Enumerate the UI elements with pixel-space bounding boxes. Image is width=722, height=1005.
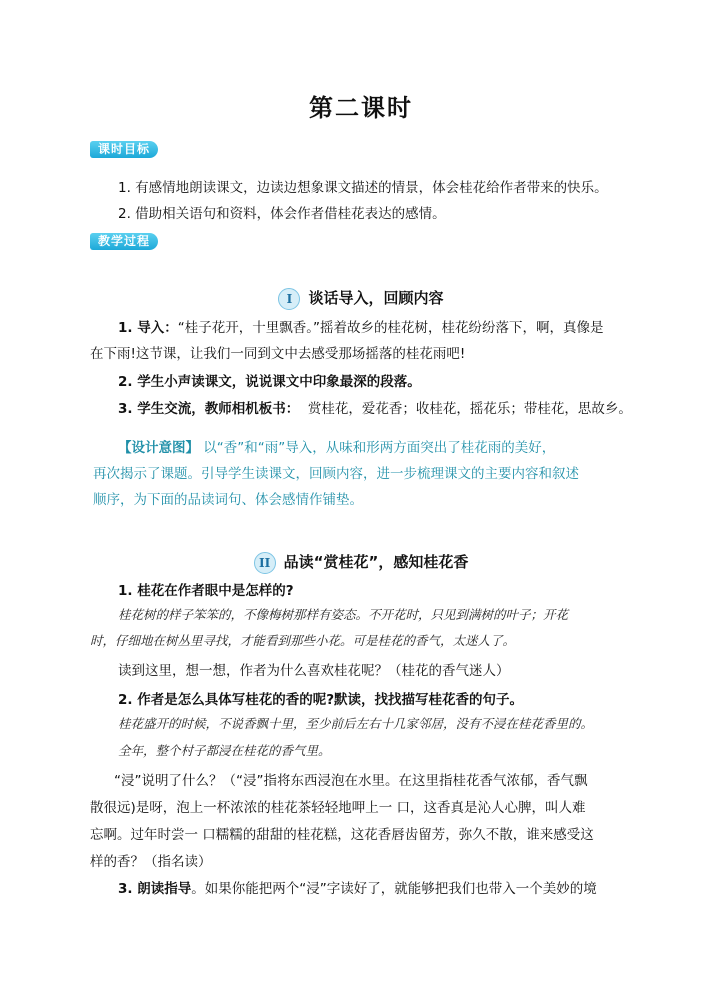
quote-1-line-1: 桂花树的样子笨笨的，不像梅树那样有姿态。不开花时，只见到满树的叶子；开花 bbox=[118, 607, 569, 622]
process-tag: 教学过程 bbox=[90, 233, 158, 250]
explain-line-4: 样的香？（指名读） bbox=[90, 854, 212, 870]
step-3-reading: 3. 朗读指导。如果你能把两个“浸”字读好了，就能够把我们也带入一个美妙的境 bbox=[118, 881, 597, 897]
section-2-title: 品读“赏桂花”，感知桂花香 bbox=[283, 553, 469, 571]
explain-line-3: 忘啊。过年时尝一 口糯糯的甜甜的桂花糕，这花香唇齿留芳，弥久不散，谁来感受这 bbox=[90, 827, 594, 843]
design-intent-line-3: 顺序，为下面的品读词句、体会感情作铺垫。 bbox=[93, 492, 363, 508]
intro-line-1: 1. 导入：“桂子花开，十里飘香。”摇着故乡的桂花树，桂花纷纷落下，啊，真像是 bbox=[118, 320, 604, 336]
section-1-title: 谈话导入，回顾内容 bbox=[308, 289, 444, 307]
objectives-tag: 课时目标 bbox=[90, 141, 158, 158]
design-intent-line-2: 再次揭示了课题。引导学生读课文，回顾内容，进一步梳理课文的主要内容和叙述 bbox=[93, 466, 579, 482]
question-1: 1. 桂花在作者眼中是怎样的? bbox=[118, 583, 294, 599]
section-2-heading bbox=[0, 551, 722, 574]
section-number-badge: I bbox=[278, 288, 300, 310]
question-2: 2. 作者是怎么具体写桂花的香的呢?默读，找找描写桂花香的句子。 bbox=[118, 692, 524, 708]
goal-2: 2. 借助相关语句和资料，体会作者借桂花表达的感情。 bbox=[118, 206, 446, 222]
quote-1-line-2: 时，仔细地在树丛里寻找，才能看到那些小花。可是桂花的香气，太迷人了。 bbox=[90, 633, 516, 648]
section-number-badge: II bbox=[254, 552, 276, 574]
step-3: 3. 学生交流，教师相机板书： 赏桂花，爱花香；收桂花，摇花乐；带桂花，思故乡。 bbox=[118, 401, 632, 417]
page-title: 第二课时 bbox=[309, 93, 413, 122]
section-1-heading bbox=[0, 287, 722, 310]
goal-1: 1. 有感情地朗读课文，边读边想象课文描述的情景，体会桂花给作者带来的快乐。 bbox=[118, 180, 608, 196]
design-intent-line-1: 【设计意图】 以“香”和“雨”导入，从味和形两方面突出了桂花雨的美好， bbox=[118, 440, 556, 456]
explain-line-2: 散很远)是呀，泡上一杯浓浓的桂花茶轻轻地呷上一 口，这香真是沁人心脾，叫人难 bbox=[90, 800, 586, 816]
reading-prompt: 读到这里，想一想，作者为什么喜欢桂花呢？（桂花的香气迷人） bbox=[118, 663, 510, 679]
quote-2-line-2: 全年，整个村子都浸在桂花的香气里。 bbox=[118, 743, 331, 758]
step-2: 2. 学生小声读课文，说说课文中印象最深的段落。 bbox=[118, 374, 421, 390]
explain-line-1: “浸”说明了什么？（“浸”指将东西浸泡在水里。在这里指桂花香气浓郁，香气飘 bbox=[114, 773, 588, 789]
intro-line-2: 在下雨!这节课，让我们一同到文中去感受那场摇落的桂花雨吧! bbox=[90, 346, 466, 362]
quote-2-line-1: 桂花盛开的时候，不说香飘十里，至少前后左右十几家邻居，没有不浸在桂花香里的。 bbox=[118, 716, 594, 731]
